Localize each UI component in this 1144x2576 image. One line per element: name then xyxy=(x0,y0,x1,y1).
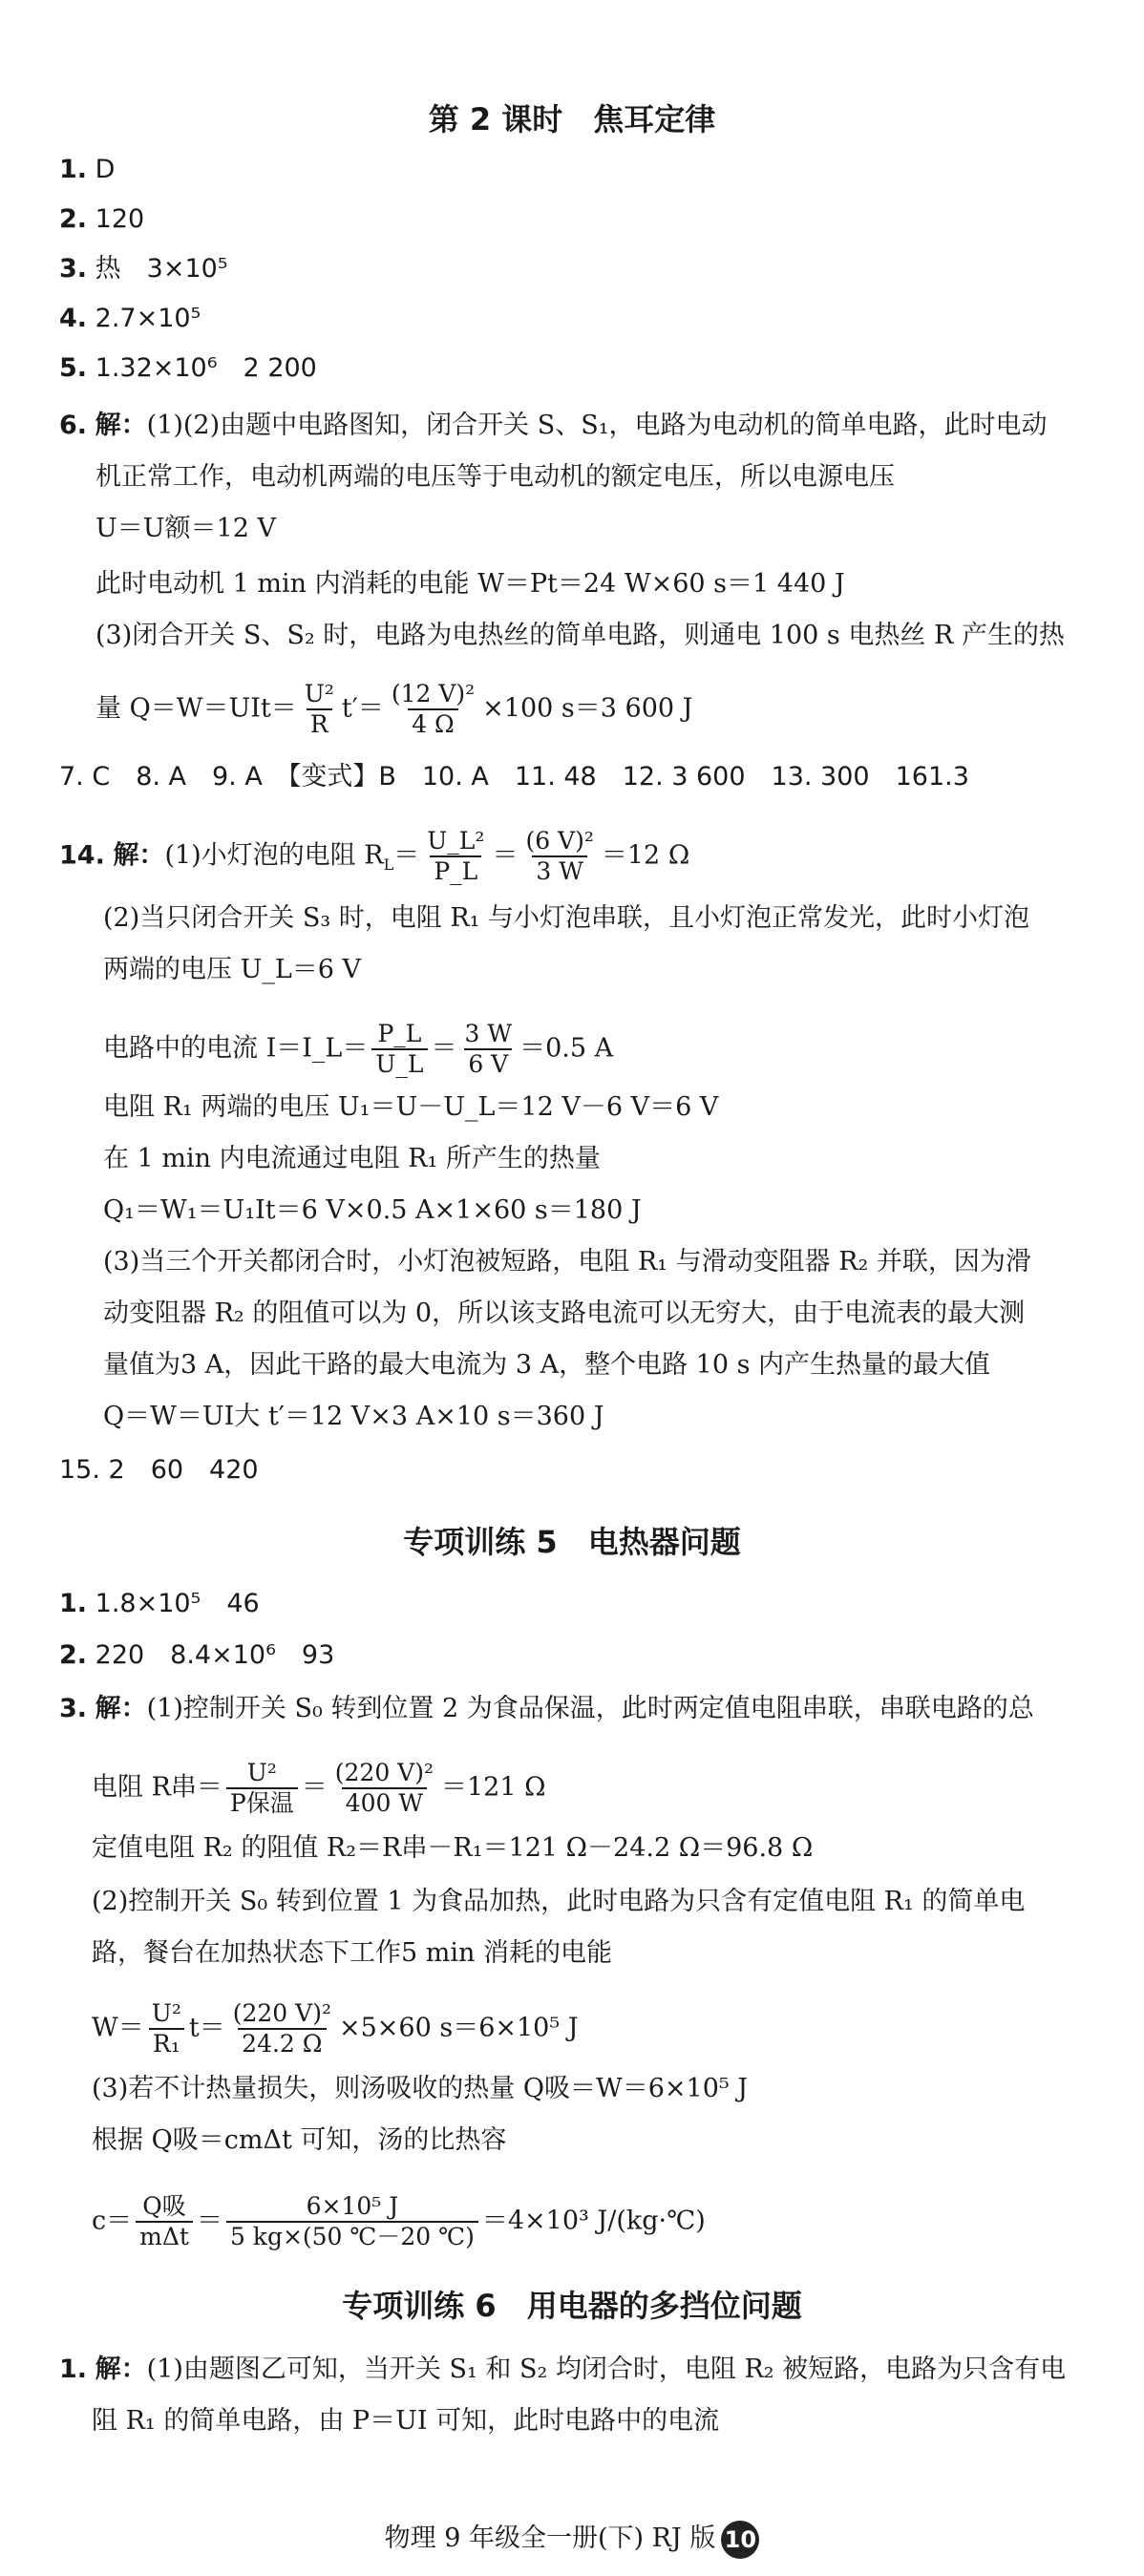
solution-text: (1)(2)由题中电路图知，闭合开关 S、S₁，电路为电动机的简单电路，此时电动 xyxy=(146,411,1048,440)
answer-14-line-9: 动变阻器 R₂ 的阻值可以为 0，所以该支路电流可以无穷大，由于电流表的最大测 xyxy=(103,1299,1026,1328)
formula-text: ＝4×10³ J/(kg·℃) xyxy=(481,2206,706,2236)
denominator: P_L xyxy=(430,855,481,886)
numerator: U² xyxy=(151,1999,181,2027)
s2-answer-3-line-7: (3)若不计热量损失，则汤吸收的热量 Q吸＝W＝6×10⁵ J xyxy=(92,2074,749,2103)
answer-number: 6. xyxy=(59,411,88,440)
fraction xyxy=(148,1999,185,2059)
numerator: (12 V)² xyxy=(391,680,476,707)
solution-text: (1)控制开关 S₀ 转到位置 2 为食品保温，此时两定值电阻串联，串联电路的总 xyxy=(146,1694,1034,1723)
denominator: R₁ xyxy=(149,2028,184,2059)
answer-14-line-6: 在 1 min 内电流通过电阻 R₁ 所产生的热量 xyxy=(103,1144,601,1173)
answer-1 xyxy=(59,151,115,189)
page-footer xyxy=(0,2517,1144,2559)
answer-6-line-1 xyxy=(59,407,1048,445)
s2-answer-3-line-4: (2)控制开关 S₀ 转到位置 1 为食品加热，此时电路为只含有定值电阻 R₁ 的简单电 xyxy=(92,1887,1026,1916)
numerator: U² xyxy=(246,1759,277,1786)
solution-label: 解： xyxy=(95,2354,147,2384)
s2-answer-3-line-3: 定值电阻 R₂ 的阻值 R₂＝R串－R₁＝121 Ω－24.2 Ω＝96.8 Ω xyxy=(92,1833,814,1863)
answers-7-to-13: 7. C 8. A 9. A 【变式】B 10. A 11. 48 12. 3 600 13. 300 161.3 xyxy=(59,762,969,792)
denominator: R xyxy=(307,708,332,739)
answer-14-line-1: 14. 解：(1)小灯泡的电阻 $R_L=$ $\frac{\text{U\_L²}}{P\_L}$ ＝ $\frac{\text{(6 V)²}}{3 W}$ ＝12 Ω xyxy=(59,827,690,885)
page-number: 10 xyxy=(721,2521,759,2559)
fraction xyxy=(461,1020,517,1079)
numerator: Q吸 xyxy=(142,2192,186,2220)
answer-4 xyxy=(59,300,201,338)
answer-number: 2. xyxy=(59,204,88,234)
formula-text: 量 Q＝W＝UIt＝ xyxy=(95,693,297,724)
fraction xyxy=(136,2192,193,2251)
formula-text: t′＝ xyxy=(341,693,384,724)
fraction xyxy=(229,1999,335,2059)
numerator: U² xyxy=(304,680,334,707)
denominator: U_L xyxy=(371,1048,427,1079)
solution-label: 解： xyxy=(95,1694,147,1723)
answer-3 xyxy=(59,250,228,288)
answer-5 xyxy=(59,349,317,388)
s2-answer-1 xyxy=(59,1585,260,1623)
answer-14-line-4 xyxy=(103,1020,613,1079)
subscript: L xyxy=(383,855,394,874)
answer-number: 2. xyxy=(59,1640,88,1670)
answer-number: 3. xyxy=(59,1694,88,1723)
formula-text: W＝ xyxy=(92,2013,144,2043)
solution-text: (1)由题图乙可知，当开关 S₁ 和 S₂ 均闭合时，电阻 R₂ 被短路，电路为只含有电 xyxy=(146,2354,1067,2384)
formula-text: ＝12 Ω xyxy=(601,840,690,871)
answer-number: 1. xyxy=(59,1589,88,1618)
answer-6-line-3: U＝U额＝12 V xyxy=(95,514,276,543)
s2-answer-3-line-6 xyxy=(92,1999,579,2059)
answer-number: 1. xyxy=(59,2354,88,2384)
answer-2 xyxy=(59,201,144,239)
formula-text: t＝ xyxy=(188,2013,225,2043)
s3-answer-1-line-2: 阻 R₁ 的简单电路，由 P＝UI 可知，此时电路中的电流 xyxy=(92,2406,720,2436)
formula-text: ＝ xyxy=(301,1772,328,1803)
answer-text: 120 xyxy=(95,204,145,234)
denominator: P保温 xyxy=(226,1787,298,1818)
answer-14-line-8: (3)当三个开关都闭合时，小灯泡被短路，电阻 R₁ 与滑动变阻器 R₂ 并联，因为滑 xyxy=(103,1247,1031,1277)
fraction xyxy=(371,1020,427,1079)
s3-answer-1-line-1 xyxy=(59,2351,1066,2389)
fraction xyxy=(388,680,478,739)
denominator: 3 W xyxy=(532,855,587,886)
denominator: 6 V xyxy=(464,1048,512,1079)
formula-text: 电阻 R串＝ xyxy=(92,1772,222,1803)
answer-text: 220 8.4×10⁶ 93 xyxy=(95,1640,335,1670)
formula-text: ＝121 Ω xyxy=(441,1772,546,1803)
answer-6-line-6 xyxy=(95,680,692,739)
answer-6-line-5: (3)闭合开关 S、S₂ 时，电路为电热丝的简单电路，则通电 100 s 电热丝 R 产生的热 xyxy=(95,621,1065,650)
fraction xyxy=(301,680,338,739)
answer-14-line-10: 量值为3 A，因此干路的最大电流为 3 A，整个电路 10 s 内产生热量的最大值 xyxy=(103,1350,991,1380)
formula-text: c＝ xyxy=(92,2206,133,2236)
formula-text: ＝ xyxy=(196,2206,222,2236)
answer-6-line-4: 此时电动机 1 min 内消耗的电能 W＝Pt＝24 W×60 s＝1 440 J xyxy=(95,569,845,599)
answer-text: D xyxy=(95,155,116,184)
s2-answer-3-line-5: 路，餐台在加热状态下工作5 min 消耗的电能 xyxy=(92,1938,612,1968)
answer-text: 2.7×10⁵ xyxy=(95,304,201,333)
s2-answer-2 xyxy=(59,1636,334,1675)
answer-number: 4. xyxy=(59,304,88,333)
fraction xyxy=(331,1759,437,1818)
section-title-multi-gear: 专项训练 6 用电器的多挡位问题 xyxy=(342,2288,802,2324)
numerator: P_L xyxy=(377,1020,422,1047)
solution-label: 解： xyxy=(113,840,165,871)
formula-text: ＝0.5 A xyxy=(519,1033,614,1064)
answer-15: 15. 2 60 420 xyxy=(59,1455,259,1485)
formula-text: ＝ xyxy=(431,1033,457,1064)
numerator: (6 V)² xyxy=(525,827,594,855)
answer-number: 3. xyxy=(59,254,88,284)
answer-14-line-11: Q＝W＝UI大 t′＝12 V×3 A×10 s＝360 J xyxy=(103,1402,604,1431)
denominator: 4 Ω xyxy=(408,708,458,739)
answer-6-line-2: 机正常工作，电动机两端的电压等于电动机的额定电压，所以电源电压 xyxy=(95,462,895,492)
fraction xyxy=(226,1759,298,1818)
formula-text: ＝ xyxy=(393,840,420,871)
answer-number: 14. xyxy=(59,840,105,871)
numerator: 3 W xyxy=(464,1020,513,1047)
numerator: 6×10⁵ J xyxy=(306,2192,399,2220)
formula-text: (1)小灯泡的电阻 R xyxy=(164,840,384,871)
fraction xyxy=(521,827,597,886)
denominator: 5 kg×(50 ℃－20 ℃) xyxy=(226,2221,478,2251)
answer-text: 1.8×10⁵ 46 xyxy=(95,1589,260,1618)
answer-14-line-3: 两端的电压 U_L＝6 V xyxy=(103,955,362,984)
answer-14-line-2: (2)当只闭合开关 S₃ 时，电阻 R₁ 与小灯泡串联，且小灯泡正常发光，此时小灯泡 xyxy=(103,903,1030,933)
answer-14-line-5: 电阻 R₁ 两端的电压 U₁＝U－U_L＝12 V－6 V＝6 V xyxy=(103,1092,719,1122)
denominator: 24.2 Ω xyxy=(238,2028,326,2059)
fraction xyxy=(423,827,488,886)
denominator: mΔt xyxy=(136,2221,193,2251)
s2-answer-3-line-9 xyxy=(92,2192,706,2251)
answer-text: 热 3×10⁵ xyxy=(95,254,228,284)
numerator: U_L² xyxy=(427,827,485,855)
answer-text: 1.32×10⁶ 2 200 xyxy=(95,353,317,383)
fraction xyxy=(226,2192,478,2251)
s2-answer-3-line-8: 根据 Q吸＝cmΔt 可知，汤的比热容 xyxy=(92,2125,507,2155)
section-title-joule-law: 第 2 课时 焦耳定律 xyxy=(428,101,716,137)
s2-answer-3-line-1 xyxy=(59,1690,1034,1728)
numerator: (220 V)² xyxy=(232,1999,331,2027)
answer-number: 5. xyxy=(59,353,88,383)
section-title-electric-heater: 专项训练 5 电热器问题 xyxy=(403,1524,741,1560)
formula-text: 电路中的电流 I＝I_L＝ xyxy=(103,1033,369,1064)
answer-14-line-7: Q₁＝W₁＝U₁It＝6 V×0.5 A×1×60 s＝180 J xyxy=(103,1195,642,1225)
formula-text: ×100 s＝3 600 J xyxy=(482,693,693,724)
solution-label: 解： xyxy=(95,411,147,440)
book-title: 物理 9 年级全一册(下) RJ 版 xyxy=(384,2523,716,2553)
formula-text: ×5×60 s＝6×10⁵ J xyxy=(338,2013,579,2043)
answer-number: 1. xyxy=(59,155,88,184)
s2-answer-3-line-2 xyxy=(92,1759,546,1818)
denominator: 400 W xyxy=(342,1787,427,1818)
numerator: (220 V)² xyxy=(334,1759,434,1786)
